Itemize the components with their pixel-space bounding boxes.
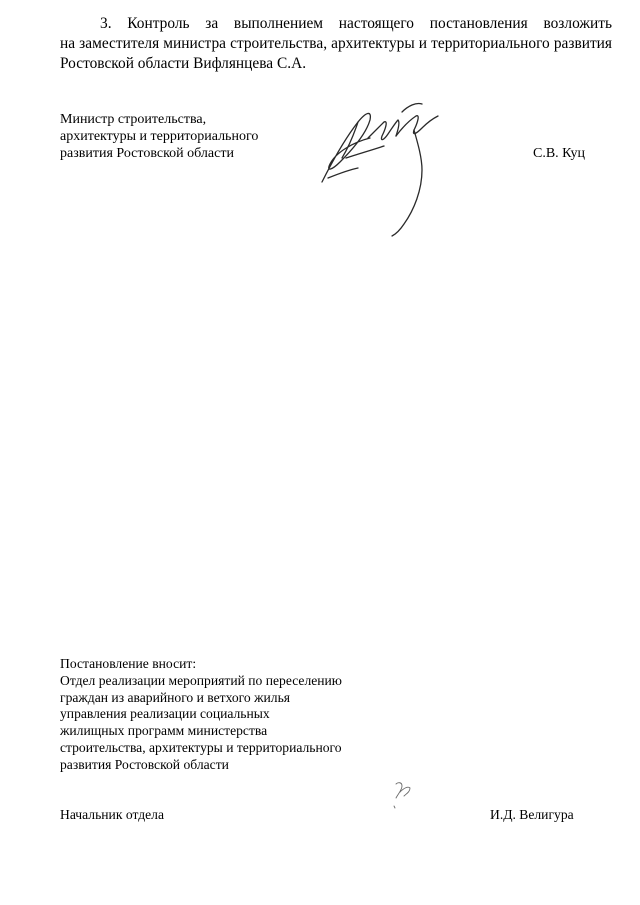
introduced-by-line: жилищных программ министерства bbox=[60, 723, 268, 739]
introduced-by-line: Постановление вносит: bbox=[60, 656, 197, 671]
introduced-by-line: Отдел реализации мероприятий по переселению bbox=[60, 672, 342, 688]
minister-name: С.В. Куц bbox=[533, 146, 585, 161]
minister-title-line: развития Ростовской области bbox=[60, 146, 234, 161]
department-head-name: И.Д. Велигура bbox=[490, 807, 574, 822]
paragraph-line: 3. Контроль за выполнением настоящего постановления возложить bbox=[100, 15, 612, 32]
department-head-title: Начальник отдела bbox=[60, 807, 164, 822]
introduced-by-line: управления реализации социальных bbox=[60, 706, 270, 722]
introduced-by-line: строительства, архитектуры и территориального bbox=[60, 739, 342, 755]
department-head-initials bbox=[382, 776, 418, 812]
introduced-by-line: граждан из аварийного и ветхого жилья bbox=[60, 689, 291, 705]
paragraph-line: на заместителя министра строительства, архитектуры и территориального развития bbox=[60, 35, 612, 52]
minister-title-line: архитектуры и территориального bbox=[60, 129, 259, 144]
paragraph-line: Ростовской области Вифлянцева С.А. bbox=[60, 55, 307, 72]
minister-signature bbox=[318, 92, 448, 238]
minister-title-block bbox=[60, 111, 258, 162]
introduced-by-line: развития Ростовской области bbox=[60, 756, 229, 772]
minister-title-line: Министр строительства, bbox=[60, 112, 207, 127]
introduced-by-block bbox=[60, 656, 342, 774]
paragraph-control-clause bbox=[60, 14, 612, 74]
